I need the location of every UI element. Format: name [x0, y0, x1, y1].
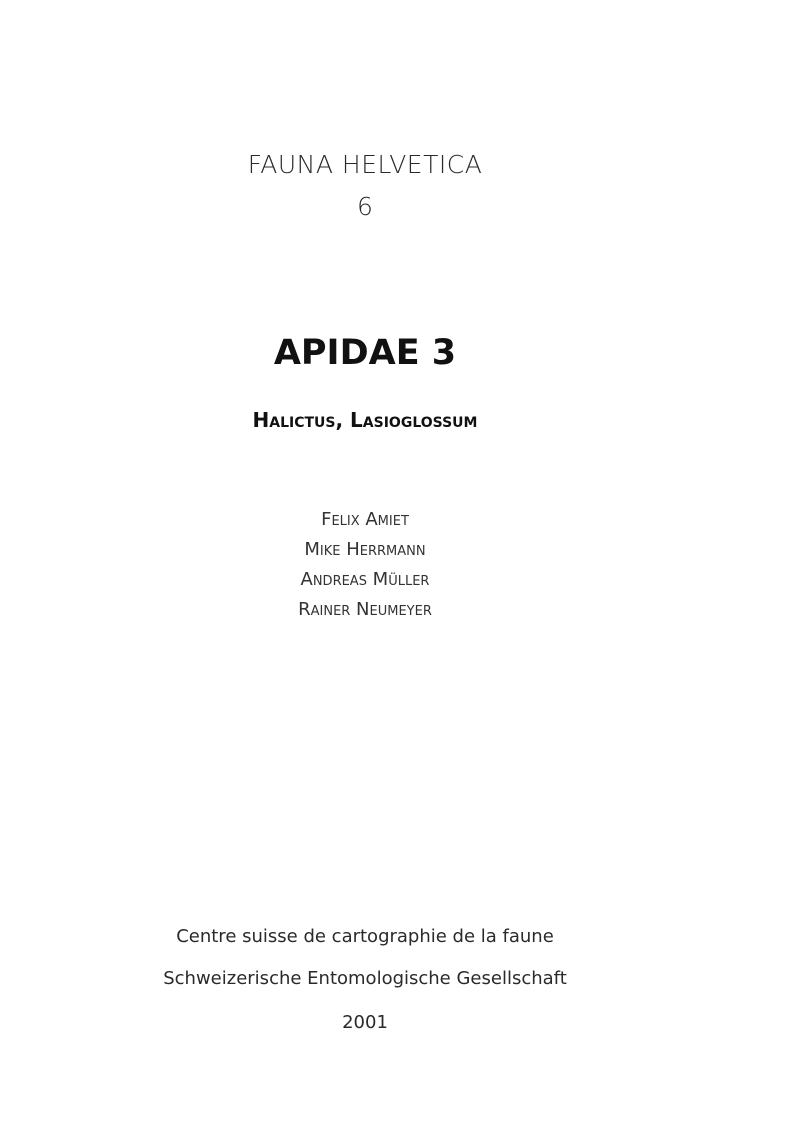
book-title: APIDAE 3	[273, 333, 457, 373]
author-list	[0, 505, 730, 625]
author-name: Mike Herrmann	[304, 539, 426, 560]
author-name: Andreas Müller	[300, 569, 430, 590]
book-subtitle: Halictus, Lasioglossum	[252, 408, 478, 432]
publisher-name: Centre suisse de cartographie de la faune	[176, 926, 554, 947]
author-name: Felix Amiet	[321, 509, 409, 530]
series-title: FAUNA HELVETICA	[247, 150, 483, 179]
publisher-name: Schweizerische Entomologische Gesellschaft	[163, 968, 567, 989]
publication-year: 2001	[342, 1012, 388, 1033]
series-number: 6	[357, 192, 373, 221]
author-name: Rainer Neumeyer	[298, 599, 432, 620]
